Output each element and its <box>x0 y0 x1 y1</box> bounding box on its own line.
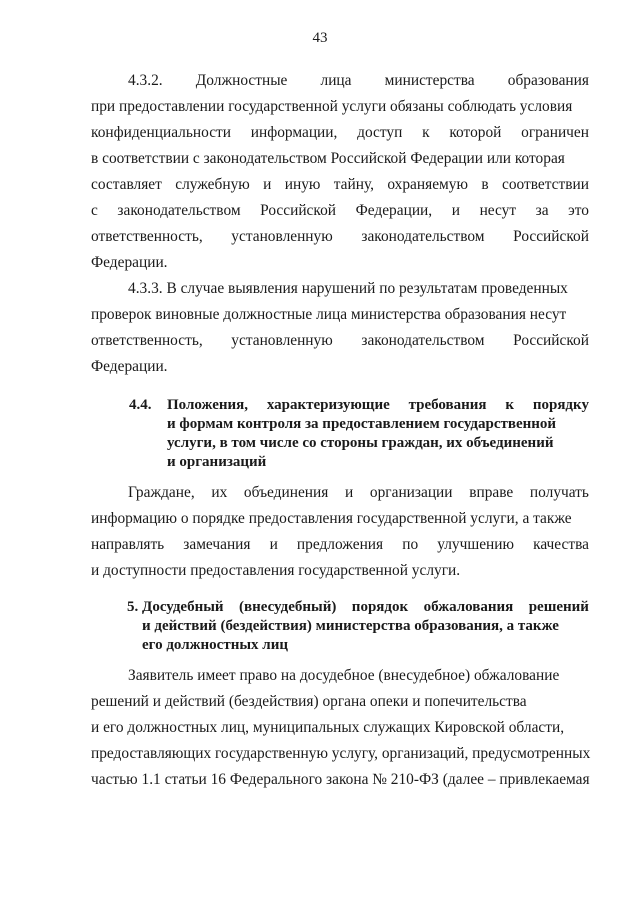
section-4-4-heading-line-4: и организаций <box>167 454 267 470</box>
paragraph-4-3-3-line-3: ответственность, установленную законодательством Российской <box>91 332 589 349</box>
paragraph-4-3-2-line-3: конфиденциальности информации, доступ к которой ограничен <box>91 124 589 141</box>
paragraph-citizens-line-2: информацию о порядке предоставления государственной услуги, а также <box>91 510 572 527</box>
section-4-4-number: 4.4. <box>129 397 152 413</box>
paragraph-4-3-2-line-8: Федерации. <box>91 254 168 271</box>
paragraph-applicant-line-5: частью 1.1 статьи 16 Федерального закона № 210-ФЗ (далее – привлекаемая <box>91 771 590 788</box>
paragraph-4-3-2-line-4: в соответствии с законодательством Российской Федерации или которая <box>91 150 565 167</box>
section-5-heading-line-3: его должностных лиц <box>142 637 289 653</box>
paragraph-4-3-2-line-1: 4.3.2. Должностные лица министерства образования <box>128 72 589 89</box>
paragraph-applicant-line-1: Заявитель имеет право на досудебное (внесудебное) обжалование <box>128 667 560 684</box>
paragraph-applicant-line-3: и его должностных лиц, муниципальных служащих Кировской области, <box>91 719 565 736</box>
page-number: 43 <box>312 30 328 46</box>
section-4-4-heading-line-1: Положения, характеризующие требования к порядку <box>167 397 589 413</box>
paragraph-applicant-line-2: решений и действий (бездействия) органа опеки и попечительства <box>91 693 527 710</box>
paragraph-4-3-2-line-6: с законодательством Российской Федерации, и несут за это <box>91 202 589 219</box>
section-4-4-heading-line-3: услуги, в том числе со стороны граждан, их объединений <box>167 435 554 451</box>
paragraph-4-3-2-line-2: при предоставлении государственной услуги обязаны соблюдать условия <box>91 98 573 115</box>
paragraph-4-3-2-line-5: составляет служебную и иную тайну, охраняемую в соответствии <box>91 176 589 193</box>
paragraph-citizens-line-3: направлять замечания и предложения по улучшению качества <box>91 536 589 553</box>
paragraph-4-3-3-line-2: проверок виновные должностные лица министерства образования несут <box>91 306 567 323</box>
paragraph-citizens-line-1: Граждане, их объединения и организации вправе получать <box>128 484 589 501</box>
section-5-heading-line-2: и действий (бездействия) министерства образования, а также <box>142 618 559 634</box>
paragraph-4-3-3-line-4: Федерации. <box>91 358 168 375</box>
section-4-4-heading-line-2: и формам контроля за предоставлением государственной <box>167 416 557 432</box>
paragraph-applicant-line-4: предоставляющих государственную услугу, организаций, предусмотренных <box>91 745 591 762</box>
paragraph-citizens-line-4: и доступности предоставления государственной услуги. <box>91 562 461 579</box>
paragraph-4-3-3-line-1: 4.3.3. В случае выявления нарушений по результатам проведенных <box>128 280 568 297</box>
paragraph-4-3-2-line-7: ответственность, установленную законодательством Российской <box>91 228 589 245</box>
section-5-heading-line-1: 5. Досудебный (внесудебный) порядок обжалования решений <box>127 599 589 615</box>
